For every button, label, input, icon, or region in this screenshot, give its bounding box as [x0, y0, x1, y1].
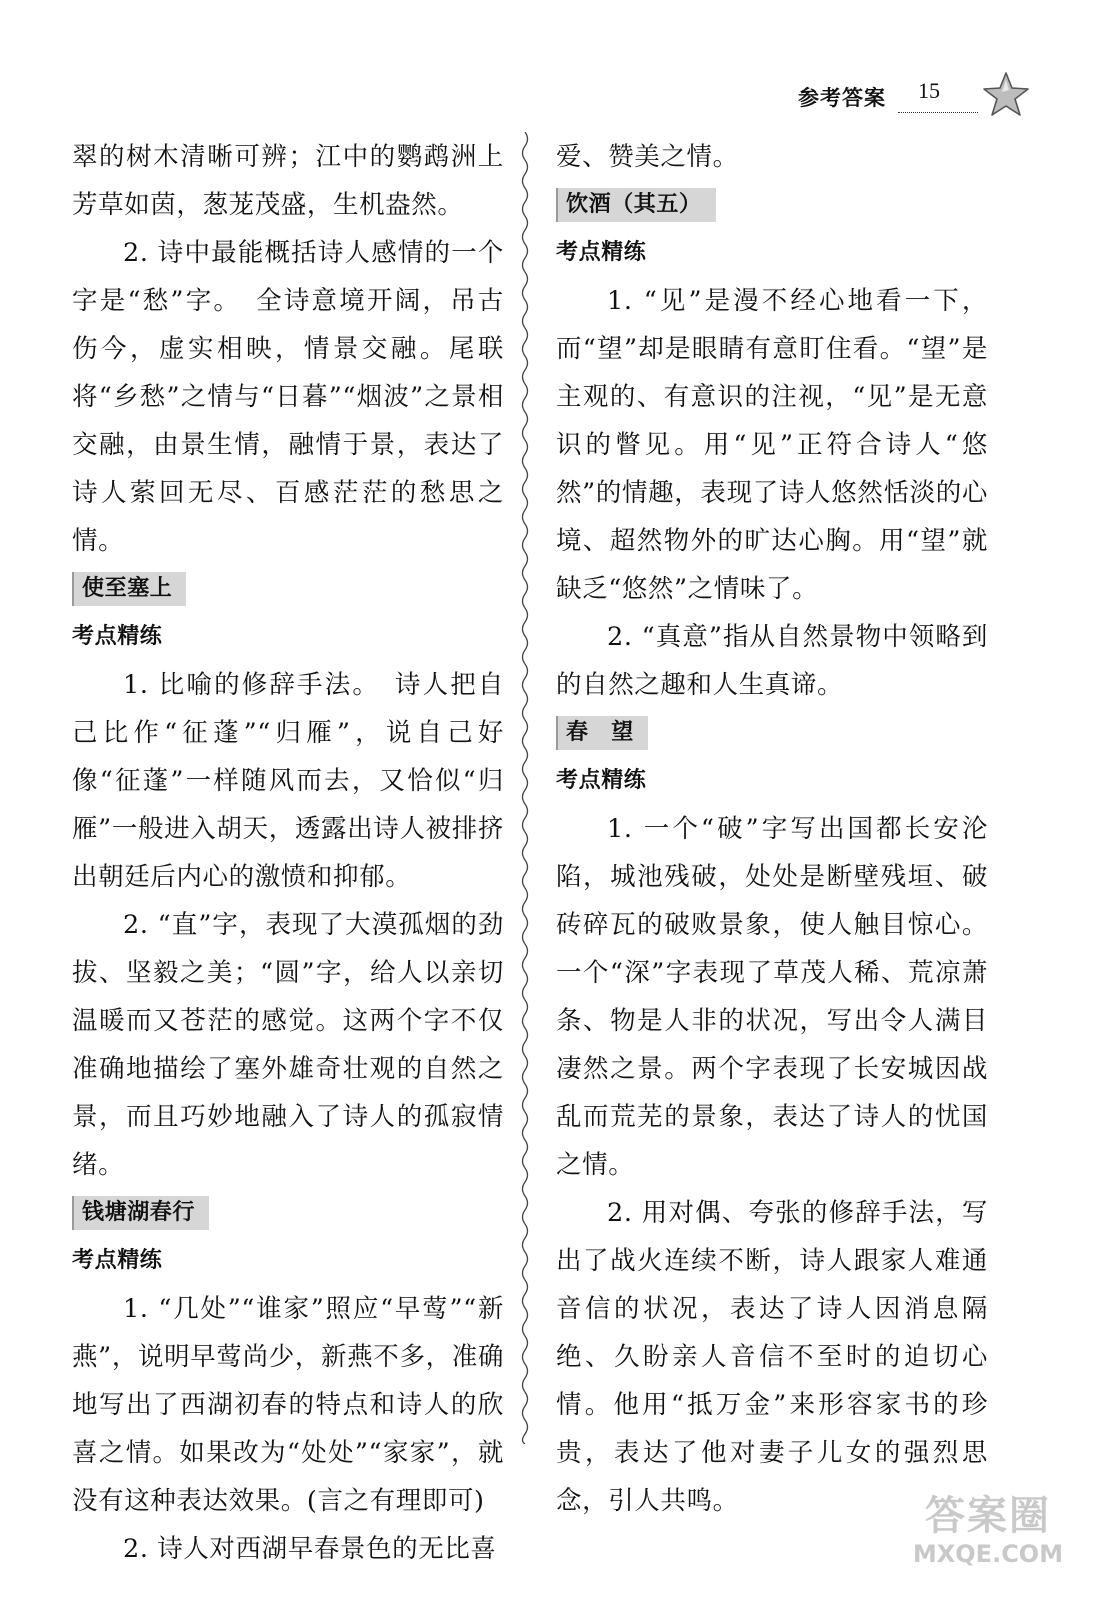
watermark-logo: 答案圈	[925, 1493, 1051, 1539]
subsection-heading: 考点精练	[72, 624, 163, 649]
answer-paragraph: 1. 一个“破”字写出国都长安沦陷，城池残破，处处是断壁残垣、破砖碎瓦的破败景象，使人触目惊心。一个“深”字表现了草茂人稀、荒凉萧条、物是人非的状况，写出令人满目凄然之景。两个字表现了长安城因战乱而荒芜的景象，表达了诗人的忧国之情。	[556, 814, 988, 1180]
answer-paragraph: 2. 用对偶、夸张的修辞手法，写出了战火连续不断，诗人跟家人难通音信的状况，表达了诗人因消息隔绝、久盼亲人音信不至时的迫切心情。他用“抵万金”来形容家书的珍贵，表达了他对妻子儿女的强烈思念，引人共鸣。	[556, 1198, 988, 1516]
section-title-text: 饮酒（其五）	[556, 188, 716, 222]
answer-paragraph: 1. “见”是漫不经心地看一下，而“望”却是眼睛有意盯住看。“望”是主观的、有意识的注视，“见”是无意识的瞥见。用“见”正符合诗人“悠然”的情趣，表现了诗人悠然恬淡的心境、超然物外的旷达心胸。用“望”就缺乏“悠然”之情味了。	[556, 286, 988, 604]
answer-paragraph: 2. 诗中最能概括诗人感情的一个字是“愁”字。 全诗意境开阔，吊古伤今，虚实相映，情景交融。尾联将“乡愁”之情与“日暮”“烟波”之景相交融，由景生情，融情于景，表达了诗人萦回无尽、百感茫茫的愁思之情。	[72, 238, 504, 556]
section-title	[556, 709, 988, 757]
subsection-heading: 考点精练	[556, 768, 647, 793]
watermark-url: MXQE.COM	[912, 1540, 1064, 1568]
page-number: 15	[918, 78, 940, 103]
answer-paragraph: 2. “真意”指从自然景物中领略到的自然之趣和人生真谛。	[556, 622, 988, 700]
subsection-heading: 考点精练	[556, 240, 647, 265]
answer-paragraph: 2. 诗人对西湖早春景色的无比喜	[123, 1534, 497, 1564]
running-head: 参考答案	[798, 86, 886, 110]
section-title	[556, 181, 988, 229]
star-icon	[980, 70, 1032, 120]
right-column	[556, 133, 988, 1525]
answer-paragraph: 1. “几处”“谁家”照应“早莺”“新燕”，说明早莺尚少，新燕不多，准确地写出了西湖初春的特点和诗人的欣喜之情。如果改为“处处”“家家”，就没有这种表达效果。(言之有理即可)	[72, 1294, 504, 1516]
section-title-text: 使至塞上	[72, 572, 186, 606]
section-title-text: 春 望	[556, 716, 648, 750]
section-title	[72, 1189, 504, 1237]
watermark	[888, 1492, 1088, 1572]
column-divider	[518, 132, 532, 1444]
answer-paragraph: 2. “直”字，表现了大漠孤烟的劲拔、坚毅之美；“圆”字，给人以亲切温暖而又苍茫的感觉。这两个字不仅准确地描绘了塞外雄奇壮观的自然之景，而且巧妙地融入了诗人的孤寂情绪。	[72, 910, 504, 1180]
header-rule	[898, 112, 978, 113]
continued-paragraph: 爱、赞美之情。	[556, 142, 739, 172]
continued-paragraph: 翠的树木清晰可辨；江中的鹦鹉洲上芳草如茵，葱茏茂盛，生机盎然。	[72, 142, 504, 220]
answer-paragraph: 1. 比喻的修辞手法。 诗人把自己比作“征蓬”“归雁”，说自己好像“征蓬”一样随风而去，又恰似“归雁”一般进入胡天，透露出诗人被排挤出朝廷后内心的激愤和抑郁。	[72, 670, 504, 892]
subsection-heading: 考点精练	[72, 1248, 163, 1273]
section-title	[72, 565, 504, 613]
left-column	[72, 133, 504, 1573]
page-header	[798, 70, 1068, 130]
section-title-text: 钱塘湖春行	[72, 1196, 209, 1230]
